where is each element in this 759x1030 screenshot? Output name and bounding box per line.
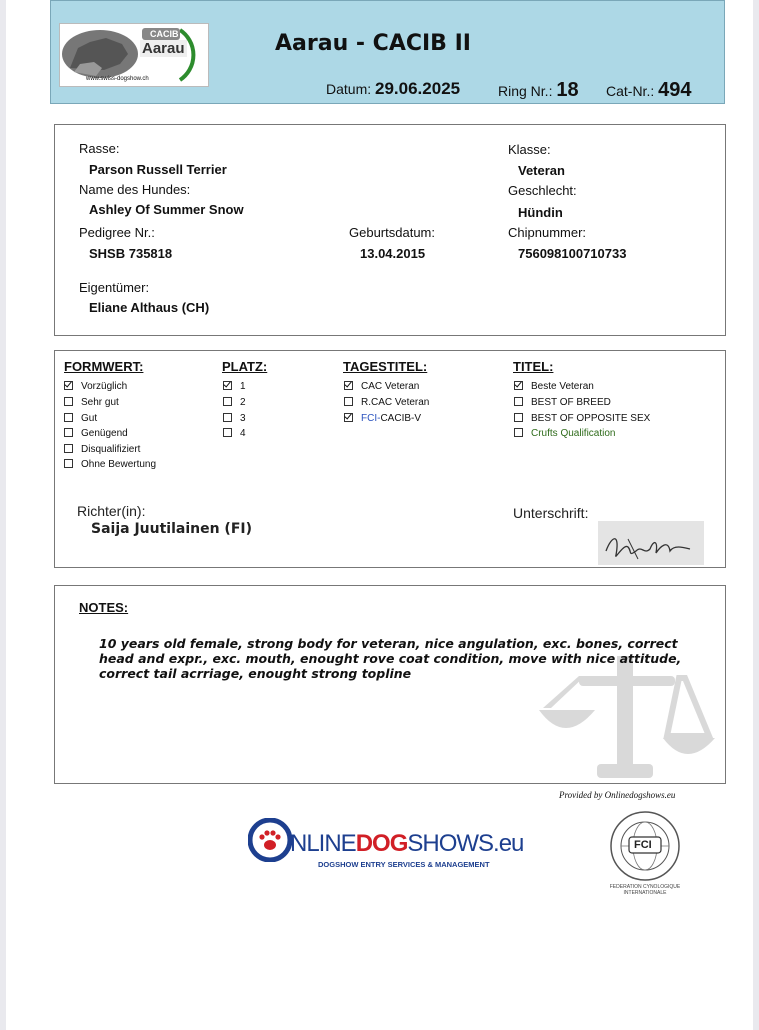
fci-ring-text: FEDERATION CYNOLOGIQUE INTERNATIONALE xyxy=(609,884,681,896)
owner-value: Eliane Althaus (CH) xyxy=(89,300,210,315)
formwert-option[interactable]: Disqualifiziert xyxy=(64,444,140,455)
birth-label: Geburtsdatum: xyxy=(349,225,435,240)
checkbox-icon xyxy=(514,397,523,406)
platz-option[interactable]: 2 xyxy=(223,397,246,408)
checkbox-icon xyxy=(64,428,73,437)
ring-field xyxy=(498,79,579,102)
provided-by: Provided by Onlinedogshows.eu xyxy=(559,790,676,800)
dog-info-box xyxy=(54,124,726,336)
titel-option[interactable]: BEST OF BREED xyxy=(514,397,611,408)
pedigree-label: Pedigree Nr.: xyxy=(79,225,155,240)
notes-box xyxy=(54,585,726,784)
signature-image xyxy=(598,521,704,565)
cat-field xyxy=(606,79,692,102)
formwert-option[interactable]: Sehr gut xyxy=(64,397,119,408)
checkbox-icon xyxy=(223,428,232,437)
date-field xyxy=(326,79,460,99)
brand-wordmark: NLINEDOGSHOWS.eu xyxy=(290,830,524,857)
titel-option[interactable]: BEST OF OPPOSITE SEX xyxy=(514,413,650,424)
brand-subtitle: DOGSHOW ENTRY SERVICES & MANAGEMENT xyxy=(318,860,490,869)
dog-name-label: Name des Hundes: xyxy=(79,182,191,197)
formwert-option[interactable]: Ohne Bewertung xyxy=(64,459,156,470)
owner-label: Eigentümer: xyxy=(79,280,150,295)
checkbox-checked-icon xyxy=(64,381,73,390)
notes-header: NOTES: xyxy=(79,600,129,615)
tagestitel-header: TAGESTITEL: xyxy=(343,359,428,374)
cat-value: 494 xyxy=(658,79,692,101)
ring-value: 18 xyxy=(556,79,579,101)
tagestitel-option[interactable]: FCI-CACIB-V xyxy=(344,413,421,424)
birth-value: 13.04.2015 xyxy=(360,246,426,261)
checkbox-checked-icon xyxy=(223,381,232,390)
class-value: Veteran xyxy=(518,163,565,178)
checkbox-icon xyxy=(514,428,523,437)
judge-value: Saija Juutilainen (FI) xyxy=(91,521,252,537)
date-value: 29.06.2025 xyxy=(375,79,461,98)
checkbox-checked-icon xyxy=(514,381,523,390)
titel-option[interactable]: Crufts Qualification xyxy=(514,428,615,439)
cat-label: Cat-Nr.: xyxy=(606,83,655,99)
platz-option[interactable]: 3 xyxy=(223,413,246,424)
show-title: Aarau - CACIB II xyxy=(275,31,471,56)
formwert-option[interactable]: Genügend xyxy=(64,428,128,439)
document-page xyxy=(6,0,753,1030)
onlinedogshows-logo xyxy=(248,818,524,878)
logo-badge: CACIB xyxy=(150,29,179,39)
paw-logo-icon xyxy=(248,818,292,862)
titel-header: TITEL: xyxy=(513,359,554,374)
fci-seal xyxy=(609,810,681,896)
rating-box xyxy=(54,350,726,568)
sex-label: Geschlecht: xyxy=(508,183,577,198)
formwert-option[interactable]: Gut xyxy=(64,413,97,424)
chip-label: Chipnummer: xyxy=(508,225,587,240)
pedigree-value: SHSB 735818 xyxy=(89,246,173,261)
chip-value: 756098100710733 xyxy=(518,246,627,261)
notes-text: 10 years old female, strong body for veteran, nice angulation, exc. bones, correct head and expr., exc. mouth, enought rove coat condition, move with nice attitude, correct tail acrriage, enought strong topline xyxy=(99,636,682,681)
breed-label: Rasse: xyxy=(79,141,120,156)
dog-name-value: Ashley Of Summer Snow xyxy=(89,202,244,217)
platz-header: PLATZ: xyxy=(222,359,268,374)
header-banner xyxy=(50,0,725,104)
tagestitel-option[interactable]: CAC Veteran xyxy=(344,381,419,392)
titel-option[interactable]: Beste Veteran xyxy=(514,381,594,392)
checkbox-checked-icon xyxy=(344,413,353,422)
checkbox-icon xyxy=(514,413,523,422)
checkbox-icon xyxy=(223,397,232,406)
platz-option[interactable]: 4 xyxy=(223,428,246,439)
signature-label: Unterschrift: xyxy=(513,505,589,521)
fci-label: FCI xyxy=(634,839,652,851)
checkbox-icon xyxy=(64,413,73,422)
sex-value: Hündin xyxy=(518,205,563,220)
logo-url: www.swiss-dogshow.ch xyxy=(86,76,149,82)
checkbox-icon xyxy=(64,444,73,453)
date-label: Datum: xyxy=(326,81,372,97)
tagestitel-option[interactable]: R.CAC Veteran xyxy=(344,397,429,408)
class-label: Klasse: xyxy=(508,142,551,157)
platz-option[interactable]: 1 xyxy=(223,381,246,392)
judge-label: Richter(in): xyxy=(77,503,146,519)
checkbox-icon xyxy=(344,397,353,406)
ring-label: Ring Nr.: xyxy=(498,83,553,99)
checkbox-icon xyxy=(64,397,73,406)
logo-name: Aarau xyxy=(142,40,185,57)
formwert-header: FORMWERT: xyxy=(64,359,144,374)
show-logo xyxy=(59,23,209,87)
checkbox-icon xyxy=(223,413,232,422)
formwert-option[interactable]: Vorzüglich xyxy=(64,381,127,392)
checkbox-checked-icon xyxy=(344,381,353,390)
breed-value: Parson Russell Terrier xyxy=(89,162,227,177)
checkbox-icon xyxy=(64,459,73,468)
